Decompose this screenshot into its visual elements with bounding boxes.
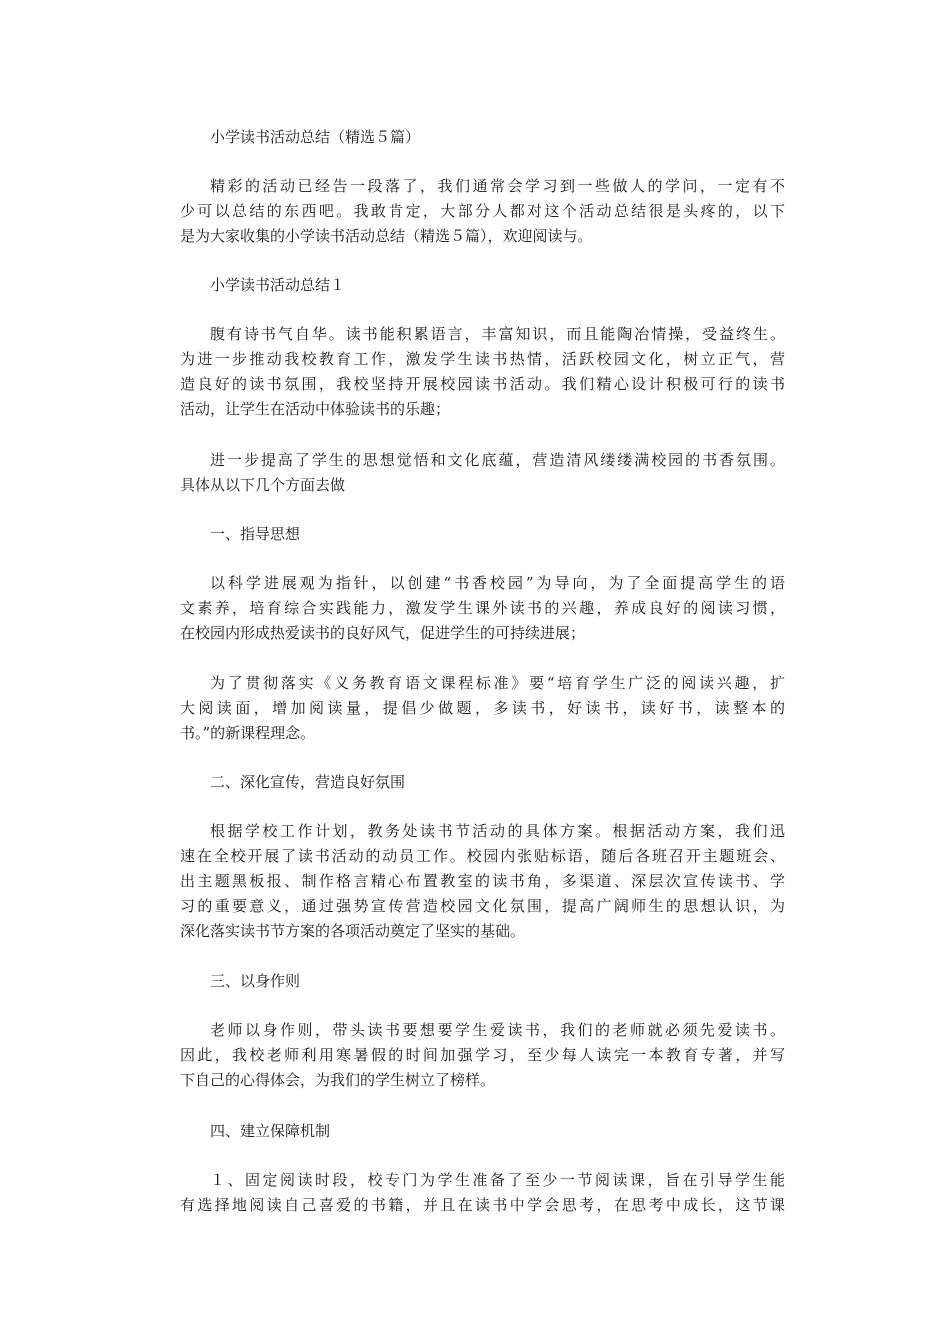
paragraph-line: 出主题黑板报、制作格言精心布置教室的读书角，多渠道、深层次宣传读书、学 [180,872,785,890]
paragraph-line: 精彩的活动已经告一段落了，我们通常会学习到一些做人的学问，一定有不 [210,177,785,195]
paragraph-line: 在校园内形成热爱读书的良好风气，促进学生的可持续进展； [180,624,586,642]
paragraph-line: 大阅读面，增加阅读量，提倡少做题，多读书，好读书，读好书，读整本的 [180,699,785,717]
paragraph-line: 为了贯彻落实《义务教育语文课程标准》要“培育学生广泛的阅读兴趣，扩 [210,674,785,692]
heading-lead-by-example [180,969,785,994]
paragraph-2 [180,448,785,498]
heading-text: 四、建立保障机制 [210,1122,331,1140]
heading-text: 小学读书活动总结１ [210,276,346,294]
paragraph-line: 腹有诗书气自华。读书能积累语言，丰富知识，而且能陶冶情操，受益终生。 [210,325,785,343]
paragraph-line: 速在全校开展了读书活动的动员工作。校园内张贴标语，随后各班召开主题班会、 [180,847,785,865]
heading-text: 二、深化宣传，营造良好氛围 [210,773,406,791]
paragraph-line: 习的重要意义，通过强势宣传营造校园文化氛围，提高广阔师生的思想认识，为 [180,897,785,915]
paragraph-line: １、固定阅读时段，校专门为学生准备了至少一节阅读课，旨在引导学生能 [210,1171,785,1189]
paragraph-4 [180,671,785,746]
paragraph-line: 造良好的读书氛围，我校坚持开展校园读书活动。我们精心设计积极可行的读书 [180,375,785,393]
paragraph-line: 根据学校工作计划，教务处读书节活动的具体方案。根据活动方案，我们迅 [210,822,785,840]
paragraph-1 [180,322,785,422]
paragraph-line: 书。”的新课程理念。 [180,724,316,742]
paragraph-line: 具体从以下几个方面去做 [180,476,346,494]
paragraph-line: 进一步提高了学生的思想觉悟和文化底蕴，营造清风缕缕满校园的书香氛围。 [210,451,785,469]
paragraph-7 [180,1168,785,1218]
intro-paragraph [180,174,785,249]
paragraph-line: 老师以身作则，带头读书要想要学生爱读书，我们的老师就必须先爱读书。 [210,1021,785,1039]
document-title [180,125,785,150]
heading-publicity [180,770,785,795]
heading-text: 一、指导思想 [210,525,301,543]
paragraph-line: 是为大家收集的小学读书活动总结（精选５篇），欢迎阅读与。 [180,227,593,245]
paragraph-line: 文素养，培育综合实践能力，激发学生课外读书的兴趣，养成良好的阅读习惯， [180,599,785,617]
title-text: 小学读书活动总结（精选５篇） [210,128,421,146]
heading-guiding-ideology [180,522,785,547]
heading-text: 三、以身作则 [210,972,301,990]
section-heading [180,273,785,298]
paragraph-line: 深化落实读书节方案的各项活动奠定了坚实的基础。 [180,922,526,940]
paragraph-line: 活动，让学生在活动中体验读书的乐趣； [180,400,451,418]
heading-safeguard-mechanism [180,1119,785,1144]
paragraph-3 [180,571,785,646]
paragraph-6 [180,1018,785,1093]
paragraph-line: 以科学进展观为指针，以创建“书香校园”为导向，为了全面提高学生的语 [210,574,785,592]
paragraph-line: 少可以总结的东西吧。我敢肯定，大部分人都对这个活动总结很是头疼的，以下 [180,202,785,220]
paragraph-line: 有选择地阅读自己喜爱的书籍，并且在读书中学会思考，在思考中成长，这节课 [180,1196,785,1214]
paragraph-5 [180,819,785,944]
paragraph-line: 下自己的心得体会，为我们的学生树立了榜样。 [180,1071,496,1089]
paragraph-line: 为进一步推动我校教育工作，激发学生读书热情，活跃校园文化，树立正气，营 [180,350,785,368]
paragraph-line: 因此，我校老师利用寒暑假的时间加强学习，至少每人读完一本教育专著，并写 [180,1046,785,1064]
